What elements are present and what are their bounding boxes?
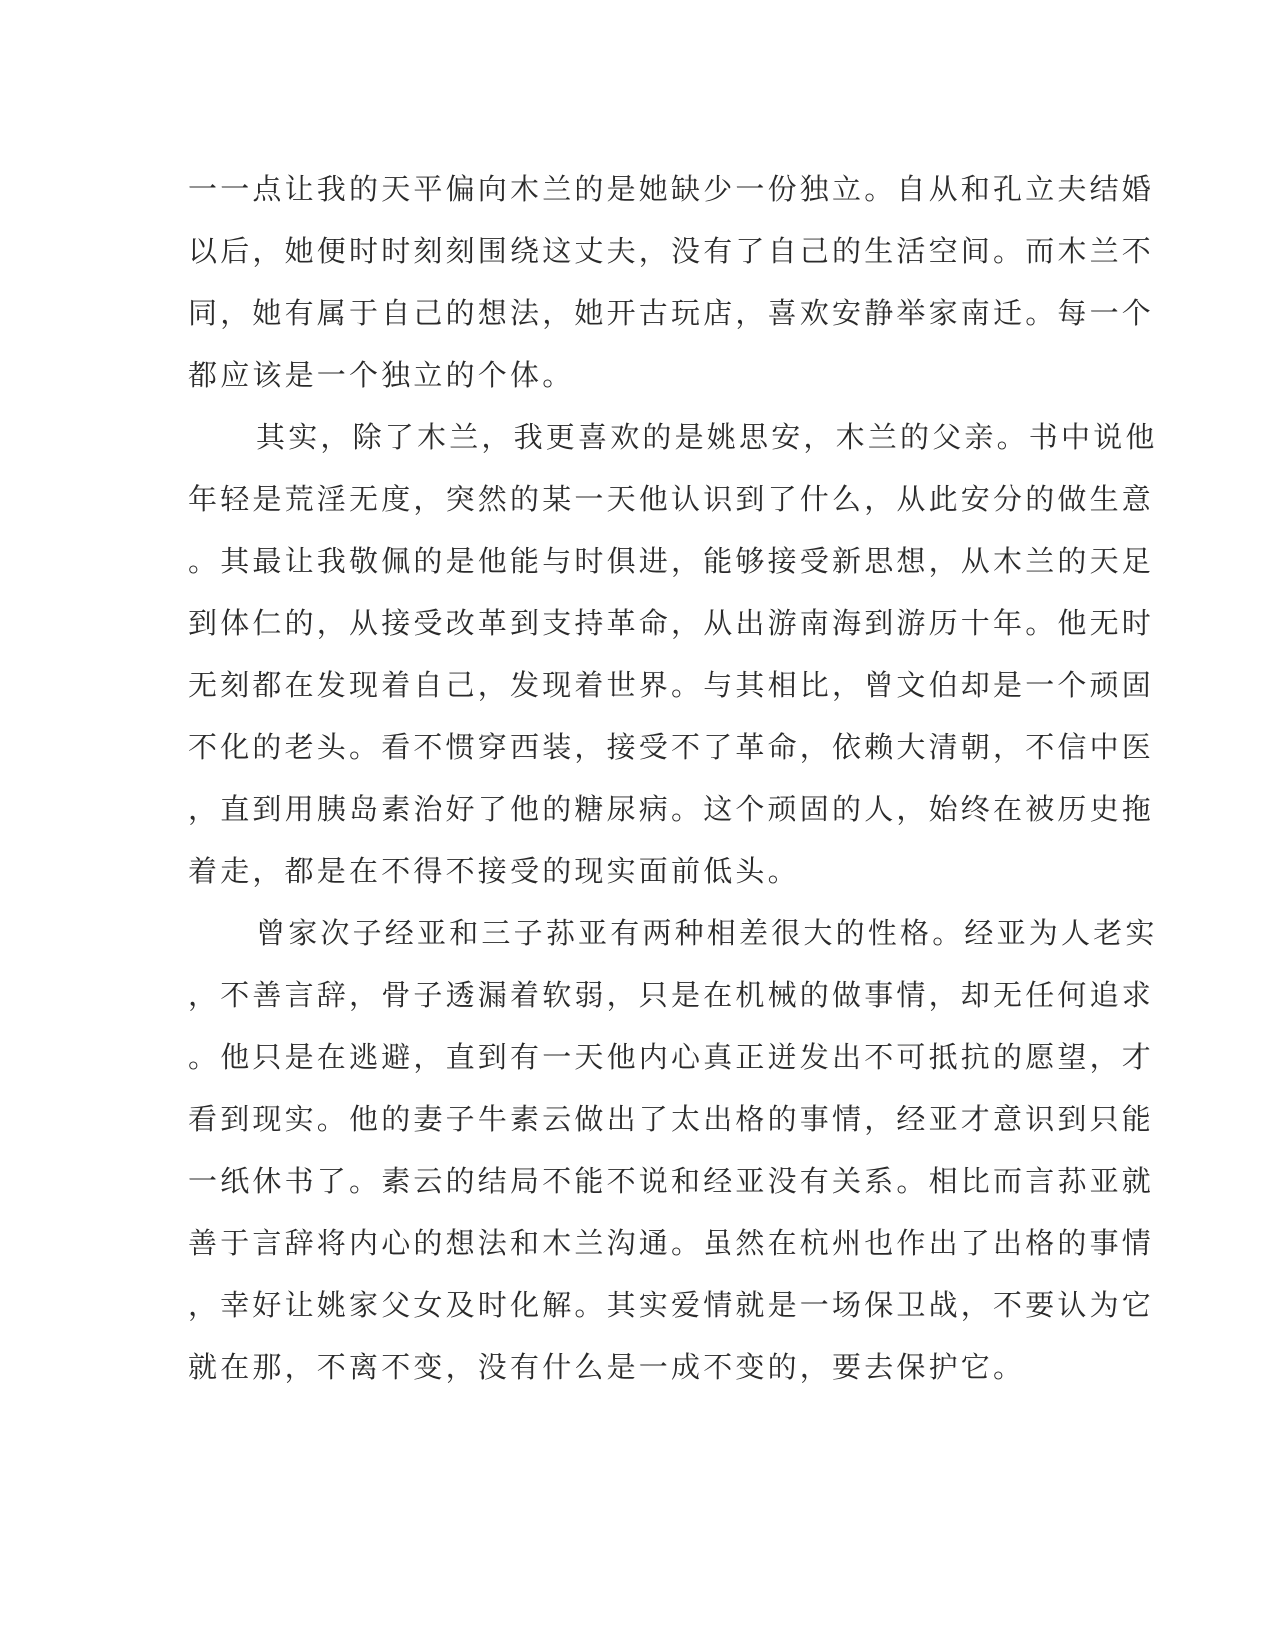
- paragraph-3-line-3: 。他只是在逃避，直到有一天他内心真正迸发出不可抵抗的愿望，才: [188, 1040, 1155, 1074]
- paragraph-3-line-5: 一纸休书了。素云的结局不能不说和经亚没有关系。相比而言荪亚就: [188, 1164, 1155, 1198]
- paragraph-2-line-7: ，直到用胰岛素治好了他的糖尿病。这个顽固的人，始终在被历史拖: [188, 792, 1155, 826]
- paragraph-3-line-7: ，幸好让姚家父女及时化解。其实爱情就是一场保卫战，不要认为它: [188, 1288, 1155, 1322]
- paragraph-1-line-2: 以后，她便时时刻刻围绕这丈夫，没有了自己的生活空间。而木兰不: [188, 234, 1155, 268]
- paragraph-2-line-4: 到体仁的，从接受改革到支持革命，从出游南海到游历十年。他无时: [188, 606, 1155, 640]
- body-text: [188, 158, 1158, 1398]
- paragraph-3-line-1: 曾家次子经亚和三子荪亚有两种相差很大的性格。经亚为人老实: [256, 916, 1158, 950]
- paragraph-1-line-3: 同，她有属于自己的想法，她开古玩店，喜欢安静举家南迁。每一个: [188, 296, 1155, 330]
- paragraph-3-line-2: ，不善言辞，骨子透漏着软弱，只是在机械的做事情，却无任何追求: [188, 978, 1155, 1012]
- paragraph-3-line-6: 善于言辞将内心的想法和木兰沟通。虽然在杭州也作出了出格的事情: [188, 1226, 1155, 1260]
- paragraph-2-line-1: 其实，除了木兰，我更喜欢的是姚思安，木兰的父亲。书中说他: [256, 420, 1158, 454]
- paragraph-2-line-6: 不化的老头。看不惯穿西装，接受不了革命，依赖大清朝，不信中医: [188, 730, 1155, 764]
- paragraph-2-line-2: 年轻是荒淫无度，突然的某一天他认识到了什么，从此安分的做生意: [188, 482, 1155, 516]
- paragraph-2-line-3: 。其最让我敬佩的是他能与时俱进，能够接受新思想，从木兰的天足: [188, 544, 1155, 578]
- paragraph-2-line-8: 着走，都是在不得不接受的现实面前低头。: [188, 854, 800, 888]
- paragraph-3-line-8: 就在那，不离不变，没有什么是一成不变的，要去保护它。: [188, 1350, 1026, 1384]
- paragraph-3-line-4: 看到现实。他的妻子牛素云做出了太出格的事情，经亚才意识到只能: [188, 1102, 1155, 1136]
- paragraph-2-line-5: 无刻都在发现着自己，发现着世界。与其相比，曾文伯却是一个顽固: [188, 668, 1155, 702]
- paragraph-1-line-1: 一一点让我的天平偏向木兰的是她缺少一份独立。自从和孔立夫结婚: [188, 172, 1155, 206]
- paragraph-1-line-4: 都应该是一个独立的个体。: [188, 358, 575, 392]
